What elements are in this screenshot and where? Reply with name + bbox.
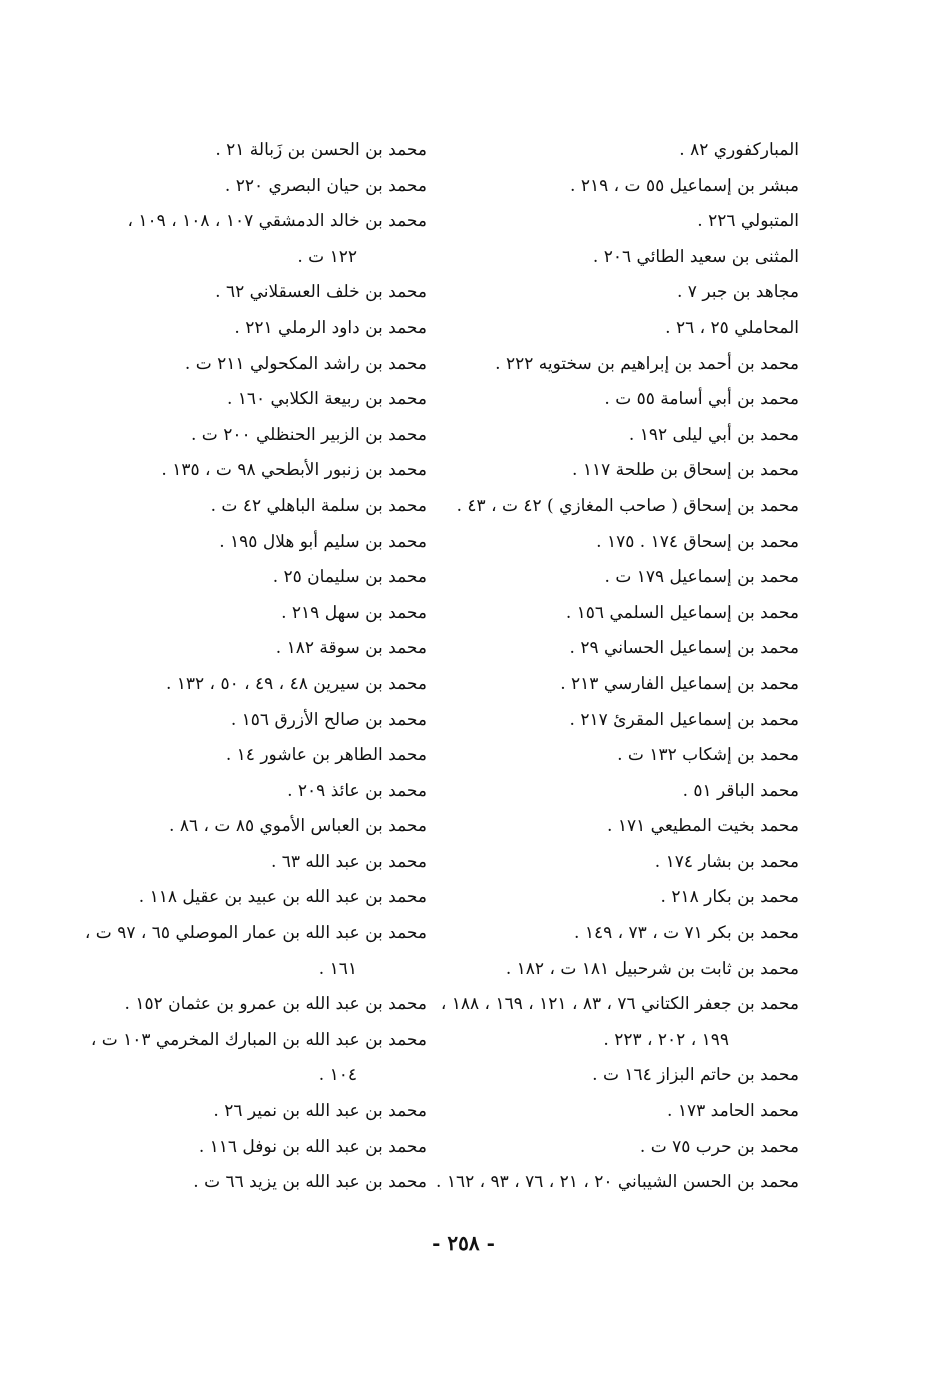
index-entry: محمد بن الزبير الحنظلي ٢٠٠ ت . xyxy=(190,424,427,445)
index-entry: محمد بن سوقة ١٨٢ . xyxy=(275,638,427,659)
index-entry: محمد بن بكر ٧١ ت ، ٧٣ ، ١٤٩ . xyxy=(574,923,799,944)
index-entry: محمد بن أبي ليلى ١٩٢ . xyxy=(628,424,799,445)
index-entry: محمد بن إسماعيل الفارسي ٢١٣ . xyxy=(560,673,799,694)
index-entry: محمد بن عبد الله ٦٣ . xyxy=(270,851,427,872)
index-entry: محمد بن سلمة الباهلي ٤٢ ت . xyxy=(210,495,427,516)
index-entry: محمد الحامد ١٧٣ . xyxy=(667,1101,799,1122)
index-entry: محمد بن داود الرملي ٢٢١ . xyxy=(234,317,427,338)
index-entry: محمد بن راشد المكحولي ٢١١ ت . xyxy=(184,353,427,374)
index-entry: محمد بن الحسن بن زَبالة ٢١ . xyxy=(215,140,427,160)
index-entry: المحاملي ٢٥ ، ٢٦ . xyxy=(665,317,799,338)
index-entry: محمد بن سهل ٢١٩ . xyxy=(281,602,427,623)
index-entry: محمد بن إسماعيل الحساني ٢٩ . xyxy=(569,638,799,659)
index-entry: محمد بن إسحاق بن طلحة ١١٧ . xyxy=(572,460,799,481)
index-entry: محمد بخيت المطيعي ١٧١ . xyxy=(607,816,799,837)
index-entry: محمد بن حيان البصري ٢٢٠ . xyxy=(224,175,427,196)
index-entry: محمد الباقر ٥١ . xyxy=(682,780,799,801)
index-entry: محمد بن عبد الله بن نمير ٢٦ . xyxy=(213,1101,427,1122)
index-column-right xyxy=(436,133,799,1201)
index-entry: مجاهد بن جبر ٧ . xyxy=(676,282,799,303)
index-entry: المثنى بن سعيد الطائي ٢٠٦ . xyxy=(592,246,799,267)
index-entry: محمد بن ربيعة الكلابي ١٦٠ . xyxy=(226,389,427,410)
index-entry: محمد بن عبد الله بن نوفل ١١٦ . xyxy=(198,1136,427,1157)
index-entry: المباركفوري ٨٢ . xyxy=(679,140,799,160)
index-entry: محمد بن خلف العسقلاني ٦٢ . xyxy=(215,282,427,303)
index-entry: محمد بن أحمد بن إبراهيم بن سختويه ٢٢٢ . xyxy=(495,353,799,374)
index-entry: محمد بن عبد الله بن المبارك المخرمي ١٠٣ ت ، xyxy=(90,1029,427,1050)
index-entry: محمد بن عائذ ٢٠٩ . xyxy=(287,780,427,801)
index-entry: محمد بن جعفر الكتاني ٧٦ ، ٨٣ ، ١٢١ ، ١٦٩ ، ١٨٨ ، xyxy=(440,994,799,1015)
index-entry: محمد بن زنبور الأبطحي ٩٨ ت ، ١٣٥ . xyxy=(161,460,427,481)
index-entry: محمد بن سيرين ٤٨ ، ٤٩ ، ٥٠ ، ١٣٢ . xyxy=(165,673,427,694)
index-entry: محمد بن أبي أسامة ٥٥ ت . xyxy=(604,389,799,410)
index-entry: محمد بن خالد الدمشقي ١٠٧ ، ١٠٨ ، ١٠٩ ، xyxy=(127,211,427,232)
index-entry: محمد الطاهر بن عاشور ١٤ . xyxy=(225,745,427,766)
index-entry-continuation: ١٠٤ . xyxy=(318,1065,357,1086)
index-entry: محمد بن عبد الله بن عمرو بن عثمان ١٥٢ . xyxy=(124,994,427,1015)
index-entry: محمد بن إسماعيل السلمي ١٥٦ . xyxy=(565,602,799,623)
index-entry: محمد بن عبد الله بن عبيد بن عقيل ١١٨ . xyxy=(138,887,427,908)
index-entry: محمد بن حاتم البزاز ١٦٤ ت . xyxy=(592,1065,799,1086)
page-number: - ٢٥٨ - xyxy=(432,1231,495,1255)
index-entry: محمد بن بشار ١٧٤ . xyxy=(654,851,799,872)
index-entry: محمد بن إسماعيل المقرئ ٢١٧ . xyxy=(569,709,799,730)
index-entry-continuation: ١٦١ . xyxy=(318,958,357,979)
index-entry: مبشر بن إسماعيل ٥٥ ت ، ٢١٩ . xyxy=(570,175,799,196)
index-entry-continuation: ١٢٢ ت . xyxy=(297,246,357,267)
index-entry: محمد بن العباس الأموي ٨٥ ت ، ٨٦ . xyxy=(169,816,427,837)
index-column-left xyxy=(84,133,427,1201)
index-entry: محمد بن إسماعيل ١٧٩ ت . xyxy=(604,567,799,588)
index-entry: محمد بن حرب ٧٥ ت . xyxy=(639,1136,799,1157)
index-entry: محمد بن إشكاب ١٣٢ ت . xyxy=(617,745,799,766)
index-entry: محمد بن إسحاق ( صاحب المغازي ) ٤٢ ت ، ٤٣ . xyxy=(456,495,799,516)
index-entry: محمد بن إسحاق ١٧٤ . ١٧٥ . xyxy=(596,531,799,552)
index-entry: محمد بن صالح الأزرق ١٥٦ . xyxy=(230,709,427,730)
index-entry: محمد بن سليمان ٢٥ . xyxy=(272,567,427,588)
index-entry: محمد بن سليم أبو هلال ١٩٥ . xyxy=(219,531,427,552)
index-entry-continuation: ١٩٩ ، ٢٠٢ ، ٢٢٣ . xyxy=(603,1029,729,1050)
index-entry: المتبولي ٢٢٦ . xyxy=(697,211,799,232)
index-entry: محمد بن الحسن الشيباني ٢٠ ، ٢١ ، ٧٦ ، ٩٣ ، ١٦٢ . xyxy=(436,1172,799,1193)
index-entry: محمد بن عبد الله بن يزيد ٦٦ ت . xyxy=(193,1172,427,1193)
index-entry: محمد بن ثابت بن شرحبيل ١٨١ ت ، ١٨٢ . xyxy=(505,958,799,979)
index-entry: محمد بن عبد الله بن عمار الموصلي ٦٥ ، ٩٧ ت ، xyxy=(84,923,427,944)
index-entry: محمد بن بكار ٢١٨ . xyxy=(660,887,799,908)
